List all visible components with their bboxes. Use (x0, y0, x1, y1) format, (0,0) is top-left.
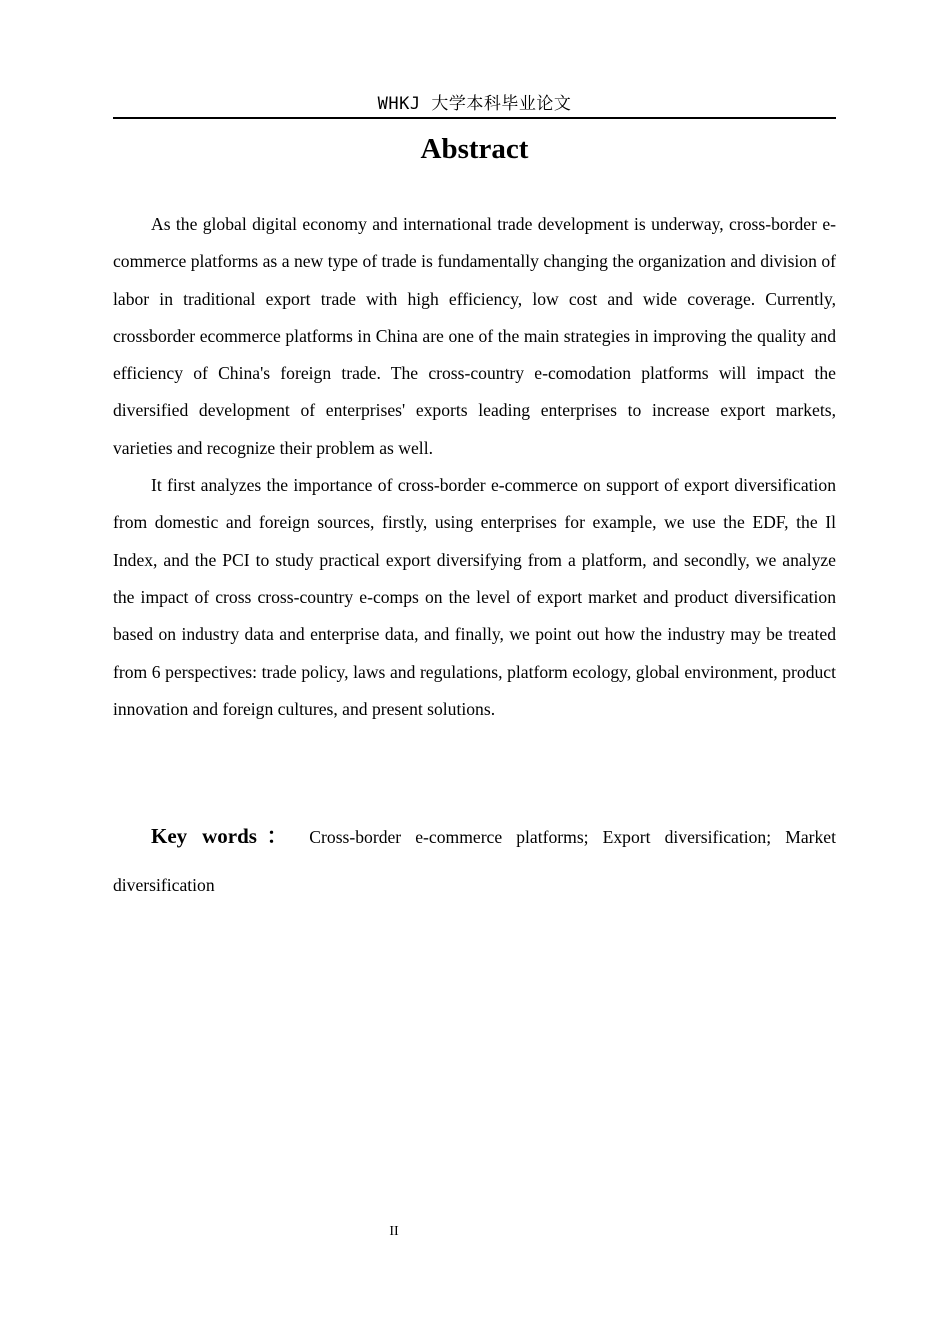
abstract-paragraph-2: It first analyzes the importance of cross-border e-commerce on support of export diversification from domestic and foreign sources, firstly, using enterprises for example, we use the EDF, the Il Index, and the PCI to study practical export diversifying from a platform, and secondly, we analyze the impact of cross cross-country e-comps on the level of export market and product diversification based on industry data and enterprise data, and finally, we point out how the industry may be treated from 6 perspectives: trade policy, laws and regulations, platform ecology, global environment, product innovation and foreign cultures, and present solutions. (113, 475, 836, 719)
abstract-body (113, 206, 836, 728)
keywords-text: Cross-border e-commerce platforms; Export diversification; Market diversification (113, 827, 837, 895)
running-header: WHKJ 大学本科毕业论文 (377, 94, 572, 114)
header-rule (113, 117, 836, 119)
page-number: II (389, 1224, 399, 1239)
abstract-title: Abstract (420, 133, 529, 165)
abstract-paragraph-1: As the global digital economy and international trade development is underway, cross-border e-commerce platforms as a new type of trade is fundamentally changing the organization and division of labor in traditional export trade with high efficiency, low cost and wide coverage. Currently, crossborder ecommerce platforms in China are one of the main strategies in improving the quality and efficiency of China's foreign trade. The cross-country e-comodation platforms will impact the diversified development of enterprises' exports leading enterprises to increase export markets, varieties and recognize their problem as well. (113, 214, 836, 458)
keywords-label: Key words： (151, 824, 298, 848)
keywords-line (113, 812, 836, 909)
